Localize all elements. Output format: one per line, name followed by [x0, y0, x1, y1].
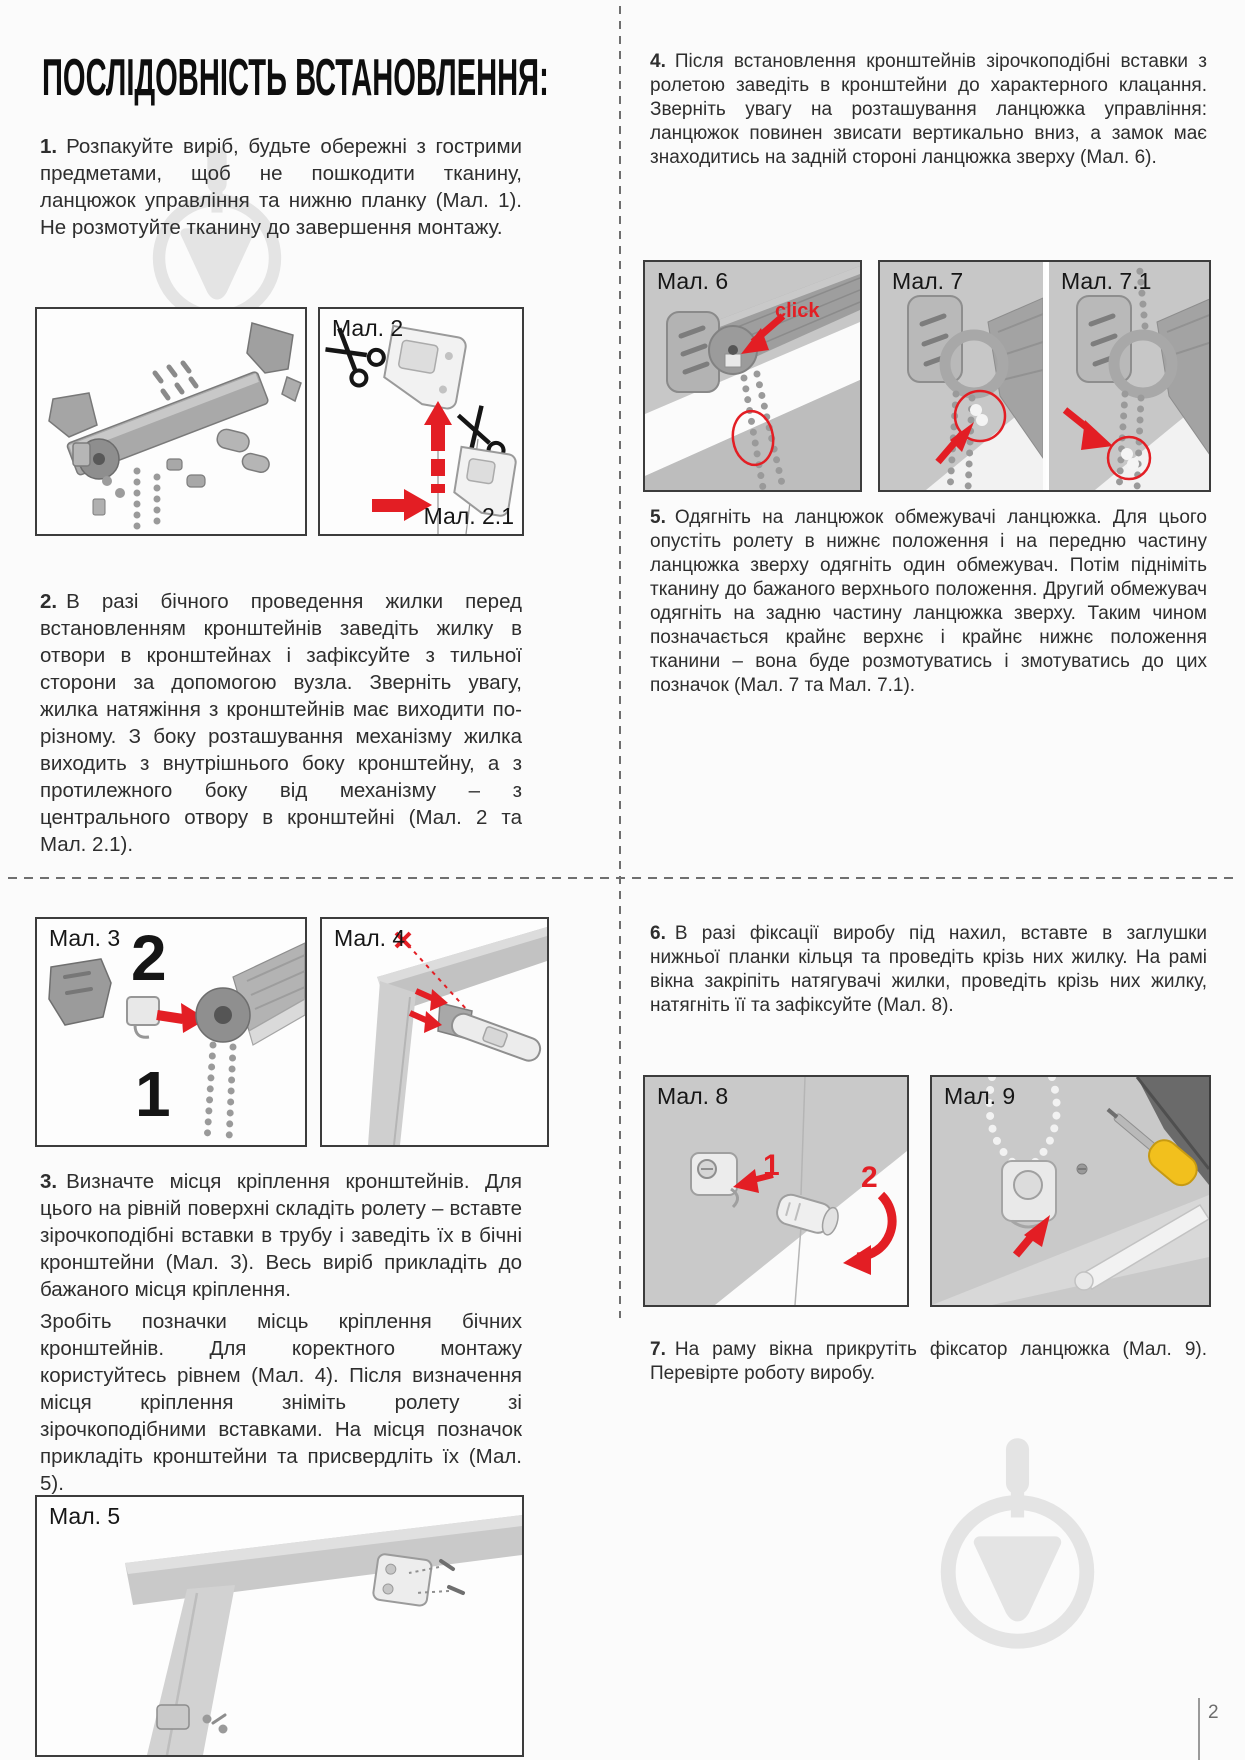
step-5-paragraph [650, 506, 1207, 698]
figure-4-box [320, 917, 549, 1147]
step-4-paragraph [650, 50, 1207, 170]
step-5-text: Одягніть на ланцюжок обмежувачі ланцюжка. Для цього опустіть ролету в нижнє положення і на передню частину ланцюжка зверху одягніть один обмежувач. Потім підніміть тканину до бажаного верхнього положення. Другий обмежувач одягніть на задню частину ланцюжка зверху. Таким чином позначається крайнє верхнє і крайнє нижнє положення тканини – вона буде розмотуватись і змотуватись до цих позначок (Мал. 7 та Мал. 7.1). [650, 507, 1207, 696]
step-5-number: 5. [650, 507, 666, 528]
figure-6-click-installation-illustration [645, 262, 860, 490]
figure-5-box [35, 1495, 524, 1757]
figure-3-label: Мал. 3 [49, 925, 121, 951]
figure-7-1-label: Мал. 7.1 [1061, 268, 1152, 294]
step-2-paragraph [40, 588, 522, 858]
brand-watermark-bottom-icon [935, 1438, 1100, 1658]
figure-8-marker-1: 1 [763, 1149, 780, 1182]
figure-5-frame-mounting-illustration [37, 1497, 522, 1755]
step-3b-text: Зробіть позначки місць кріплення бічних кронштейнів. Для коректного монтажу користуйтесь рівнем (Мал. 4). Після визначення місця кріплення зніміть ролету зі зірочкоподібними вставками. На місця позначок прикладіть кронштейни та присвердліть їх (Мал. 5). [40, 1310, 522, 1495]
step-3-continued-paragraph [40, 1308, 522, 1497]
figure-2-label: Мал. 2 [332, 315, 404, 341]
figure-2-1-label: Мал. 2.1 [423, 503, 514, 529]
figure-5-label: Мал. 5 [49, 1503, 121, 1529]
step-3-number: 3. [40, 1170, 58, 1193]
step-7-text: На раму вікна прикрутіть фіксатор ланцюжка (Мал. 9). Перевірте роботу виробу. [650, 1339, 1207, 1384]
figure-3-assembly-illustration [37, 919, 305, 1145]
step-3-text: Визначте місця кріплення кронштейнів. Для цього на рівній поверхні складіть ролету – вставте зірочкоподібні вставки в трубу і заведіть їх в бічні кронштейни (Мал. 3). Весь виріб прикладіть до бажаного місця кріплення. [40, 1170, 522, 1301]
step-1-paragraph [40, 133, 522, 241]
step-1-number: 1. [40, 135, 58, 158]
figure-7-box [878, 260, 1211, 492]
figure-6-box [643, 260, 862, 492]
page-title-text: ПОСЛІДОВНІСТЬ ВСТАНОВЛЕННЯ: [42, 49, 549, 107]
figure-3-step-2-marker: 2 [131, 922, 167, 994]
step-6-text: В разі фіксації виробу під нахил, вставте в заглушки нижньої планки кільця та проведіть крізь них жилку. На рамі вікна закріпіть натягувачі жилки, проведіть крізь них жилку, натягніть її та зафіксуйте (Мал. 8). [650, 923, 1207, 1016]
figure-2-box [318, 307, 524, 536]
figure-9-chain-fixator-illustration [932, 1077, 1209, 1305]
figure-4-marking-illustration [322, 919, 547, 1145]
figure-3-step-1-marker: 1 [135, 1058, 171, 1130]
figure-7-label: Мал. 7 [892, 268, 964, 294]
step-6-paragraph [650, 922, 1207, 1018]
figure-7-chain-stopper-illustration [880, 262, 1043, 490]
step-2-number: 2. [40, 590, 58, 613]
step-2-text: В разі бічного проведення жилки перед встановленням кронштейнів заведіть жилку в отвори в кронштейнах і зафіксуйте з тильної сторони за допомогою вузла. Зверніть увагу, жилка натяжіння з кронштейнів має виходити по-різному. З боку розташування механізму жилка виходить з внутрішнього боку кронштейну, а з протилежного боку від механізму – з центрального отвору в кронштейні (Мал. 2 та Мал. 2.1). [40, 590, 522, 856]
step-7-number: 7. [650, 1339, 666, 1360]
figure-1-box [35, 307, 307, 536]
figure-9-label: Мал. 9 [944, 1083, 1016, 1109]
figure-8-marker-2: 2 [861, 1161, 878, 1194]
step-4-text: Після встановлення кронштейнів зірочкоподібні вставки з ролетою заведіть в кронштейни до характерного клацання. Зверніть увагу на розташування ланцюжка управління: ланцюжок повинен звисати вертикально вниз, а замок має знаходитись на задній стороні ланцюжка зверху (Мал. 6). [650, 51, 1207, 168]
figure-6-click-annotation: click [775, 300, 820, 322]
column-divider-dashed [619, 6, 621, 1318]
figure-7-panel [880, 262, 1043, 490]
figure-7-1-panel [1046, 262, 1211, 490]
figure-4-label: Мал. 4 [334, 925, 406, 951]
step-6-number: 6. [650, 923, 666, 944]
figure-7-1-chain-stopper-illustration [1049, 262, 1211, 490]
figure-9-box [930, 1075, 1211, 1307]
step-4-number: 4. [650, 51, 666, 72]
step-7-paragraph [650, 1338, 1207, 1386]
step-3-paragraph [40, 1168, 522, 1303]
step-1-text: Розпакуйте виріб, будьте обережні з гострими предметами, щоб не пошкодити тканину, ланцюжок управління та нижню планку (Мал. 1). Не розмотуйте тканину до завершення монтажу. [40, 135, 522, 239]
page-number-rule [1198, 1698, 1200, 1760]
figure-3-box [35, 917, 307, 1147]
figure-8-label: Мал. 8 [657, 1083, 729, 1109]
figure-2-bracket-cord-illustration [320, 309, 522, 534]
figure-8-box [643, 1075, 909, 1307]
section-divider-dashed [8, 877, 1237, 879]
figure-1-exploded-parts-illustration [37, 309, 305, 534]
page-number: 2 [1208, 1702, 1219, 1723]
figure-6-label: Мал. 6 [657, 268, 729, 294]
